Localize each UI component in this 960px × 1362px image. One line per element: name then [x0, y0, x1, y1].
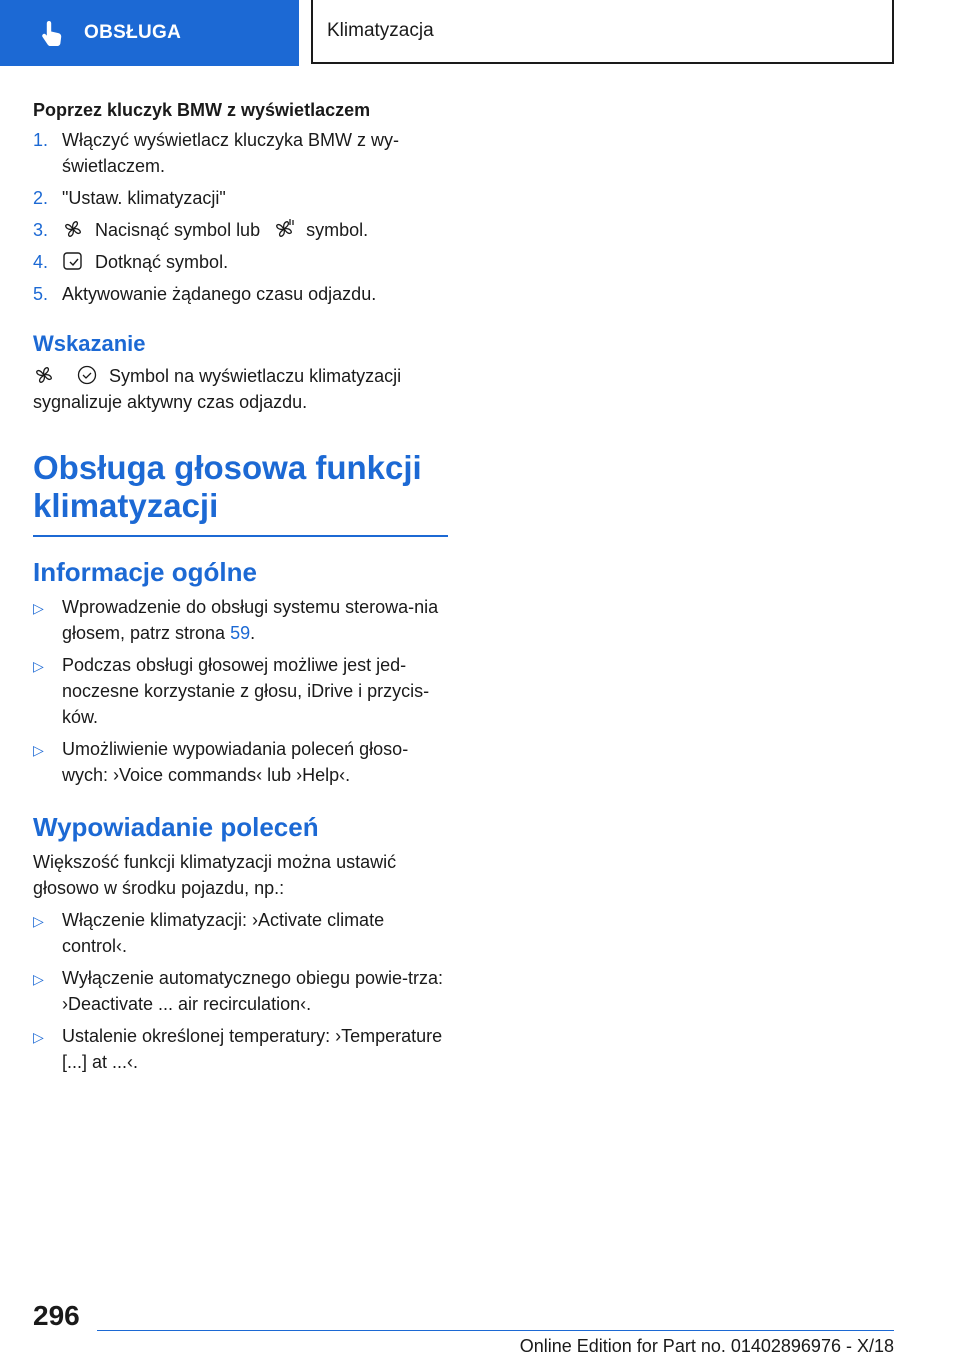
list-item: ▷ Podczas obsługi głosowej możliwe jest jed-noczesne korzystanie z głosu, iDrive i przycis-ków. [33, 655, 430, 727]
triangle-bullet-icon: ▷ [33, 913, 44, 929]
hand-pointer-icon [40, 19, 66, 47]
page-content [33, 100, 448, 1081]
section-tab[interactable] [0, 0, 299, 66]
fan-high-icon [273, 218, 295, 240]
section-divider [33, 535, 448, 537]
list-item: 4. Dotknąć symbol. [33, 252, 229, 272]
key-steps-list [33, 127, 448, 307]
commands-title: Wypowiadanie poleceń [33, 812, 319, 842]
footer-divider [97, 1330, 894, 1331]
list-item: 5. Aktywowanie żądanego czasu odjazdu. [33, 284, 377, 304]
chapter-tab-label: Klimatyzacja [327, 20, 434, 41]
list-item: ▷ Wyłączenie automatycznego obiegu powie-trza: ›Deactivate ... air recirculation‹. [33, 968, 444, 1014]
general-info-title: Informacje ogólne [33, 557, 257, 587]
fan-icon [33, 364, 55, 386]
list-item: ▷ Umożliwienie wypowiadania poleceń głoso-wych: ›Voice commands‹ lub ›Help‹. [33, 739, 409, 785]
voice-section-title: Obsługa głosowa funkcji klimatyzacji [33, 449, 422, 524]
list-item: ▷ Włączenie klimatyzacji: ›Activate climate control‹. [33, 910, 385, 956]
page-number: 296 [33, 1300, 80, 1331]
list-item: 2. "Ustaw. klimatyzacji" [33, 188, 226, 208]
list-item: ▷ Wprowadzenie do obsługi systemu sterowa-nia głosem, patrz strona 59. [33, 597, 439, 643]
triangle-bullet-icon: ▷ [33, 742, 44, 758]
section-tab-label: OBSŁUGA [84, 22, 182, 43]
triangle-bullet-icon: ▷ [33, 971, 44, 987]
list-item: 3. Nacisnąć symbol lub symbol. [33, 220, 369, 240]
chapter-tab[interactable] [311, 0, 894, 64]
triangle-bullet-icon: ▷ [33, 1029, 44, 1045]
list-item: 1. Włączyć wyświetlacz kluczyka BMW z wy-świetlaczem. [33, 130, 400, 176]
commands-list [33, 907, 448, 1075]
fan-icon [62, 218, 84, 240]
page-link[interactable]: 59 [230, 623, 251, 643]
triangle-bullet-icon: ▷ [33, 600, 44, 616]
note-title: Wskazanie [33, 331, 146, 356]
check-box-icon [62, 250, 84, 272]
footer-edition: Online Edition for Part no. 01402896976 - X/18 [519, 1336, 894, 1356]
key-section-title: Poprzez kluczyk BMW z wyświetlaczem [33, 100, 371, 120]
triangle-bullet-icon: ▷ [33, 658, 44, 674]
commands-intro: Większość funkcji klimatyzacji można ustawić głosowo w środku pojazdu, np.: [33, 852, 397, 898]
clock-check-icon [76, 364, 98, 386]
list-item: ▷ Ustalenie określonej temperatury: ›Temperature [...] at ...‹. [33, 1026, 443, 1072]
note-text: Symbol na wyświetlaczu klimatyzacji sygnalizuje aktywny czas odjazdu. [33, 366, 402, 412]
general-info-list [33, 594, 448, 788]
